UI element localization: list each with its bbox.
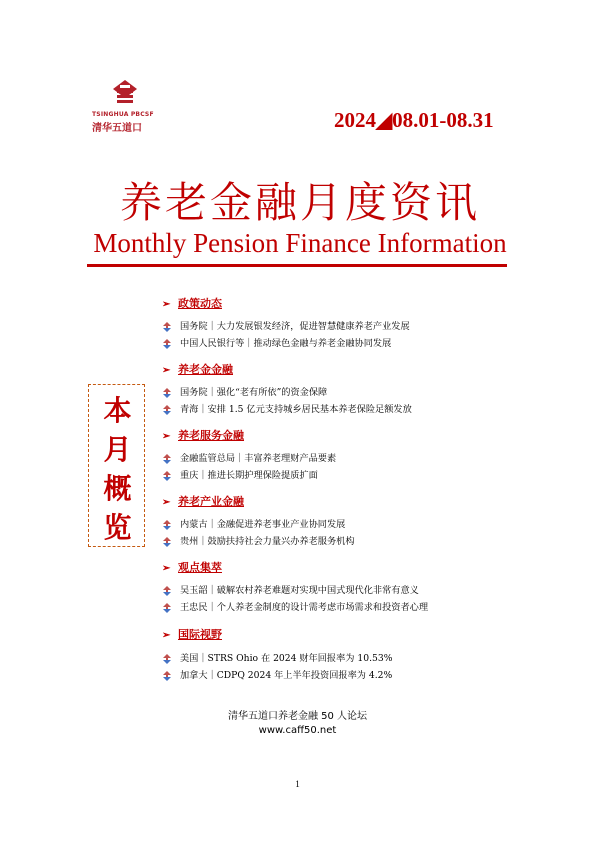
- sidebar-char: 概: [103, 472, 132, 505]
- arrow-icon: ➢: [162, 497, 171, 508]
- list-item: 加拿大｜CDPQ 2024 年上半年投资回报率为 4.2%: [162, 667, 392, 681]
- bullet-icon: [162, 586, 180, 596]
- sidebar-char: 览: [103, 511, 132, 544]
- tsinghua-pbcsf-logo: [92, 79, 164, 135]
- bullet-icon: [162, 388, 180, 398]
- list-item: 金融监管总局｜丰富养老理财产品要素: [162, 450, 336, 464]
- list-item: 青海｜安排 1.5 亿元支持城乡居民基本养老保险足额发放: [162, 401, 412, 415]
- section-heading-international: ➢ 国际视野: [162, 628, 222, 641]
- bullet-icon: [162, 520, 180, 530]
- section-heading-elderly-service-finance: ➢ 养老服务金融: [162, 429, 244, 442]
- bullet-icon: [162, 322, 180, 332]
- list-item: 贵州｜鼓励扶持社会力量兴办养老服务机构: [162, 533, 355, 547]
- arrow-icon: ➢: [162, 630, 171, 641]
- issue-date: 2024◢08.01-08.31: [334, 108, 494, 132]
- arrow-icon: ➢: [162, 563, 171, 574]
- title-divider: [87, 264, 507, 267]
- bullet-icon: [162, 537, 180, 547]
- section-heading-elderly-industry-finance: ➢ 养老产业金融: [162, 495, 244, 508]
- footer-org: 清华五道口养老金融 50 人论坛: [227, 711, 368, 722]
- arrow-icon: ➢: [162, 365, 171, 376]
- logo-chinese-text: 清华五道口: [92, 123, 142, 134]
- sidebar-char: 本: [103, 394, 132, 427]
- list-item: 国务院｜大力发展银发经济，促进智慧健康养老产业发展: [162, 318, 410, 332]
- building-logo-icon: [112, 79, 138, 109]
- section-heading-pension-funds: ➢ 养老金金融: [162, 363, 233, 376]
- sidebar-char: 月: [103, 433, 132, 466]
- bullet-icon: [162, 603, 180, 613]
- monthly-overview-box: [88, 384, 145, 547]
- section-heading-policy: ➢ 政策动态: [162, 297, 222, 310]
- page-title-english: Monthly Pension Finance Information: [93, 228, 507, 258]
- list-item: 重庆｜推进长期护理保险提质扩面: [162, 467, 318, 481]
- arrow-icon: ➢: [162, 431, 171, 442]
- list-item: 美国｜STRS Ohio 在 2024 财年回报率为 10.53%: [162, 650, 392, 664]
- page-title-chinese: 养老金融月度资讯: [119, 178, 480, 227]
- bullet-icon: [162, 454, 180, 464]
- footer-url[interactable]: www.caff50.net: [258, 725, 337, 736]
- list-item: 内蒙古｜金融促进养老事业产业协同发展: [162, 516, 345, 530]
- bullet-icon: [162, 654, 180, 664]
- bullet-icon: [162, 405, 180, 415]
- list-item: 中国人民银行等｜推动绿色金融与养老金融协同发展: [162, 335, 391, 349]
- bullet-icon: [162, 471, 180, 481]
- bullet-icon: [162, 339, 180, 349]
- arrow-icon: ➢: [162, 299, 171, 310]
- bullet-icon: [162, 671, 180, 681]
- section-heading-viewpoints: ➢ 观点集萃: [162, 561, 222, 574]
- list-item: 国务院｜强化“老有所依”的资金保障: [162, 384, 327, 398]
- page-number: 1: [295, 779, 300, 789]
- list-item: 王忠民｜个人养老金制度的设计需考虑市场需求和投资者心理: [162, 599, 428, 613]
- list-item: 吴玉韶｜破解农村养老难题对实现中国式现代化非常有意义: [162, 582, 419, 596]
- logo-english-text: TSINGHUA PBCSF: [92, 111, 154, 118]
